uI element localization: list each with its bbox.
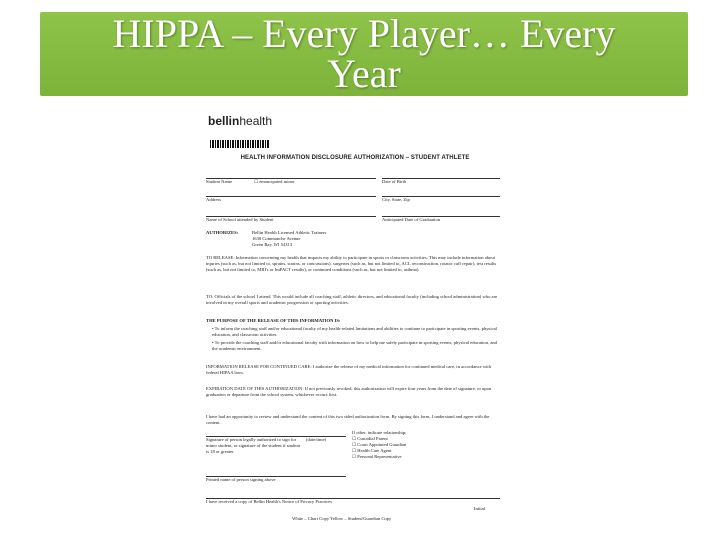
- authorizes-line-1: Bellin Health Licensed Athletic Trainers: [252, 230, 327, 235]
- initial-label: Initial: [474, 506, 485, 511]
- slide-title-line1: HIPPA – Every Player… Every: [112, 11, 616, 56]
- authorizes-label: AUTHORIZES:: [206, 230, 239, 235]
- relationship-option-1: ☐ Custodial Parent: [352, 436, 388, 441]
- student-name-label: Student Name: [206, 179, 233, 184]
- relationship-option-2: ☐ Court Appointed Guardian: [352, 442, 407, 447]
- authorizes-line-3: Green Bay, WI 54313: [252, 242, 293, 247]
- expiration-paragraph: EXPIRATION DATE OF THIS AUTHORIZATION: If not previously revoked, this authorization will expire four years from the date of signature, or upon graduation or departure from the school system, whichever occurs first.: [206, 386, 492, 398]
- city-label: City, State, Zip: [382, 197, 410, 202]
- dob-label: Date of Birth: [382, 179, 407, 184]
- bellin-health-logo: bellinhealth: [208, 114, 273, 128]
- printed-name-label: Printed name of person signing above: [206, 477, 276, 482]
- address-label: Address: [206, 197, 222, 202]
- purpose-heading: THE PURPOSE OF THE RELEASE OF THIS INFORMATION IS:: [206, 318, 341, 323]
- form-document-image: [202, 110, 508, 540]
- address-line: [206, 196, 376, 197]
- privacy-received-label: I have received a copy of Bellin Health's Notice of Privacy Practices: [206, 499, 332, 504]
- to-release-paragraph: TO RELEASE: Information concerning my health that impacts my ability to participate in sports or classroom activities. This may include information about injuries (such as, but not limited to, sprains, strains, or concussions), surgeries (such as, but not limited to, ACL reconstruction, rotator cuff repair), test results (such as, but not limited to, MRI's or ImPACT results), or continued conditions (such as, but not limited to, asthma).: [206, 255, 497, 273]
- emancipated-minor-checkbox: ☐ emancipated minor: [254, 179, 295, 184]
- signature-label: Signature of person legally authorized to sign for minor student, or signature of the student if student is 18 or greater: [206, 437, 301, 455]
- authorizes-line-2: 1630 Commanche Avenue: [252, 236, 301, 241]
- relationship-label: If other, indicate relationship:: [352, 430, 407, 435]
- school-label: Name of School attended by Student: [206, 217, 274, 222]
- slide-title: [40, 11, 688, 96]
- acknowledge-paragraph: I have had an opportunity to review and understand the content of this two sided authorization form. By signing this form, I understand and agree with the content.: [206, 414, 490, 426]
- date-time-label: (date/time): [306, 437, 327, 442]
- purpose-item-2: • To provide the coaching staff and/or educational faculty with information on how to help me safely participate in sporting events, physical education, and the academic environment.: [212, 340, 497, 352]
- slide-title-line2: Year: [327, 51, 401, 96]
- continued-care-paragraph: INFORMATION RELEASE FOR CONTINUED CARE: I authorize the release of my medical information for continued medical care, in accordance with federal HIPAA laws.: [206, 364, 491, 376]
- relationship-option-4: ☐ Personal Representative: [352, 454, 402, 459]
- slide-title-bar: [40, 12, 688, 96]
- to-paragraph: TO: Officials of the school I attend. This would include all coaching staff, athletic directors, and educational faculty (including school administration) who are involved in my overall sports and academic progression or sporting activities.: [206, 294, 498, 306]
- graduation-label: Anticipated Date of Graduation: [382, 217, 441, 222]
- form-title: HEALTH INFORMATION DISCLOSURE AUTHORIZATION – STUDENT ATHLETE: [240, 155, 470, 161]
- copies-note: White – Chart Copy Yellow – Student/Guardian Copy: [292, 516, 392, 521]
- relationship-option-3: ☐ Health Care Agent: [352, 448, 392, 453]
- barcode: [210, 140, 270, 148]
- purpose-item-1: • To inform the coaching staff and/or educational faculty of my health-related limitations and abilities to continue to participate in sporting events, physical education, and classroom activities.: [212, 326, 497, 338]
